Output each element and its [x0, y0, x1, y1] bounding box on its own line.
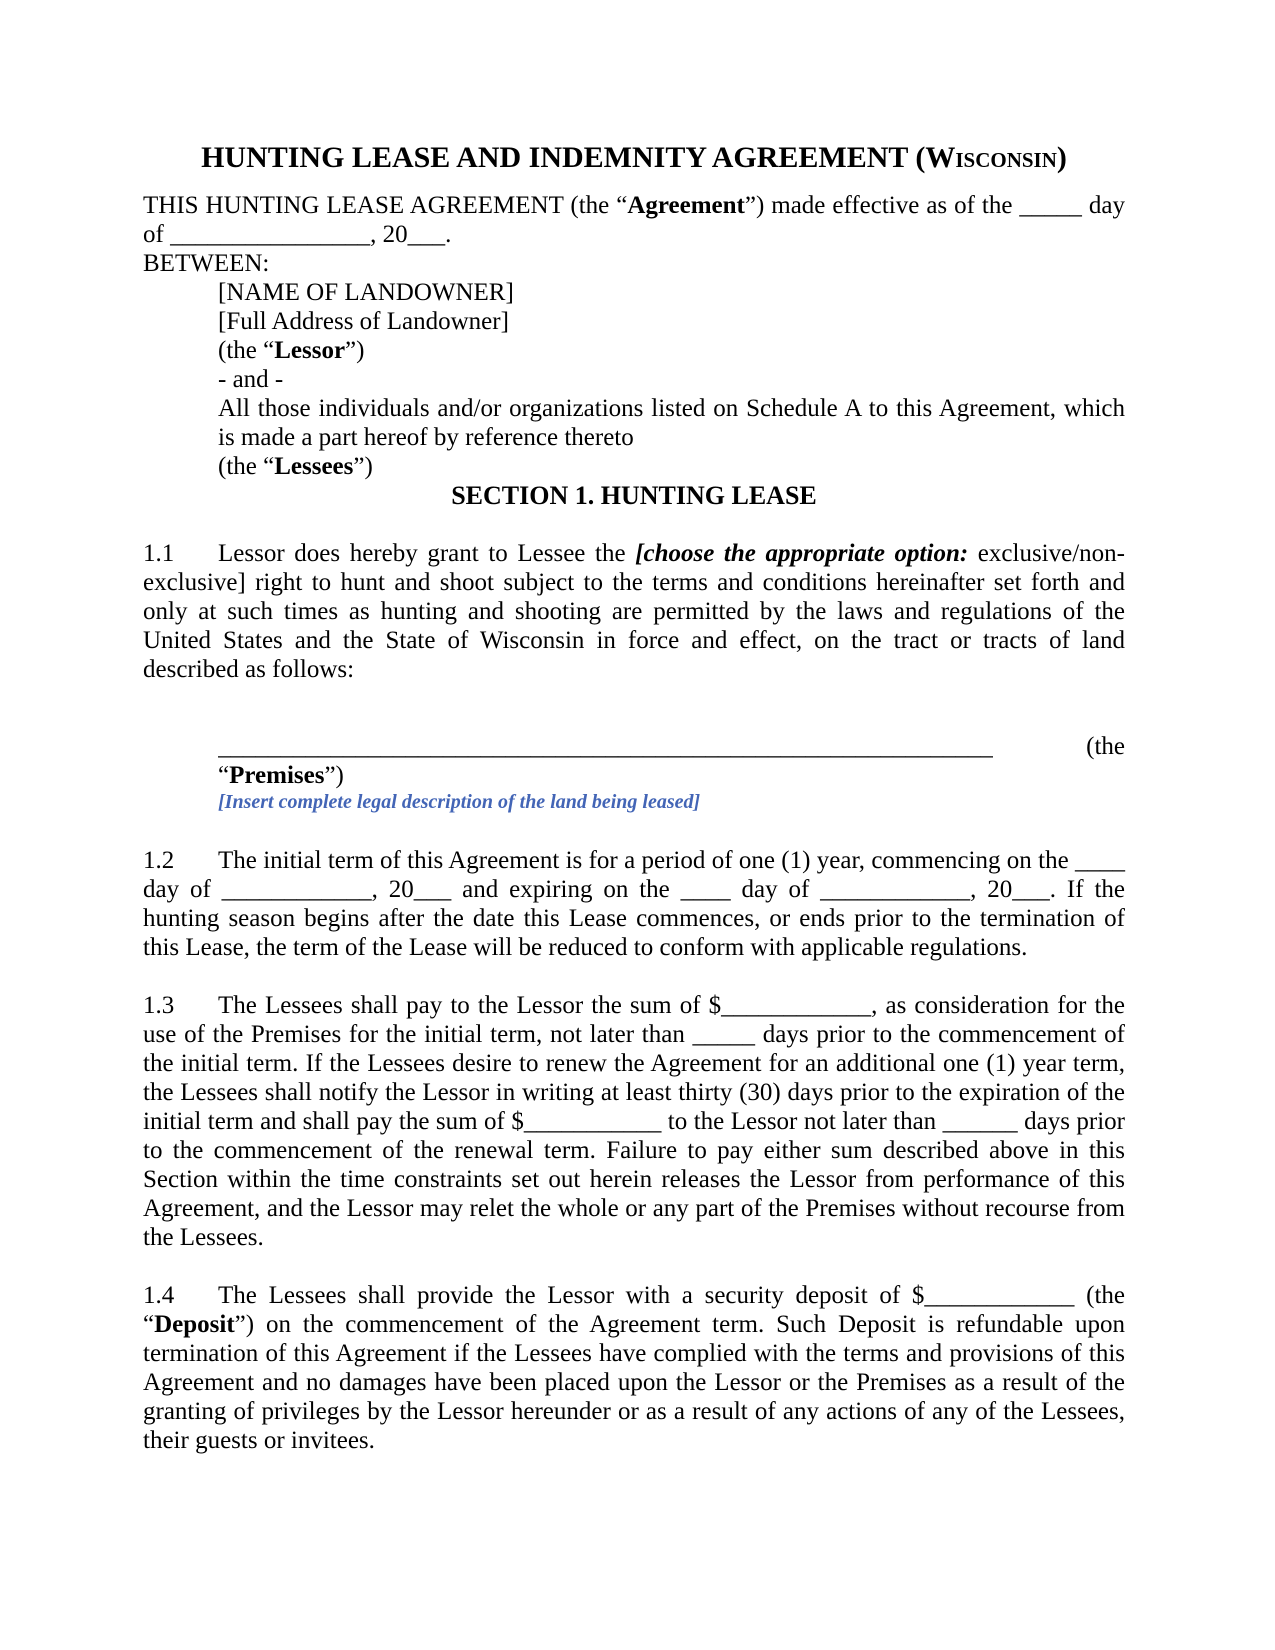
- paragraph-1-4: 1.4 The Lessees shall provide the Lessor with a security deposit of $____________ (the “Deposit”) on the commencement of the Agreement term. Such Deposit is refundable upon termination of this Agreement if the Lessees have complied with the terms and provisions of this Agreement and no damages have been placed upon the Lessor or the Premises as a result of the granting of privileges by the Lessor hereunder or as a result of any actions of any of the Lessees, their guests or invitees.: [143, 1282, 1125, 1454]
- landowner-address: [Full Address of Landowner]: [218, 308, 509, 335]
- section-1-heading: SECTION 1. HUNTING LEASE: [451, 481, 817, 510]
- landowner-name: [NAME OF LANDOWNER]: [218, 279, 514, 306]
- premises-label: “Premises”): [218, 762, 344, 789]
- paragraph-1-3: 1.3 The Lessees shall pay to the Lessor the sum of $____________, as consideration for the use of the Premises for the initial term, not later than _____ days prior to the commencement of the initial term. If the Lessees desire to renew the Agreement for an additional one (1) year term, the Lessees shall notify the Lessor in writing at least thirty (30) days prior to the expiration of the initial term and shall pay the sum of $___________ to the Lessor not later than ______ days prior to the commencement of the renewal term. Failure to pay either sum described above in this Section within the time constraints set out herein releases the Lessor from performance of this Agreement, and the Lessor may relet the whole or any part of the Premises without recourse from the Lessees.: [143, 992, 1125, 1251]
- premises-the-open: (the: [1086, 733, 1125, 760]
- premises-block: [143, 732, 1125, 815]
- between-label: BETWEEN:: [143, 250, 270, 277]
- premises-blank-row: [218, 732, 1125, 761]
- parties-block: [218, 278, 1125, 481]
- lessees-description: All those individuals and/or organizations listed on Schedule A to this Agreement, which is made a part hereof by reference thereto: [218, 395, 1125, 451]
- document-title-suffix: ): [1056, 141, 1067, 174]
- intro-paragraph: THIS HUNTING LEASE AGREEMENT (the “Agreement”) made effective as of the _____ day of ________________, 20___.: [143, 192, 1125, 248]
- paragraph-1-2: 1.2 The initial term of this Agreement is for a period of one (1) year, commencing on the ____ day of ____________, 20___ and expiring on the ____ day of ____________, 20___. If the hunting season begins after the date this Lease commences, or ends prior to the termination of this Lease, the term of the Lease will be reduced to conform with applicable regulations.: [143, 847, 1125, 961]
- legal-description-note: [Insert complete legal description of the land being leased]: [218, 791, 701, 813]
- document-title: [143, 140, 1125, 176]
- lessees-designation: (the “Lessees”): [218, 453, 373, 480]
- document-title-prefix: HUNTING LEASE AND INDEMNITY AGREEMENT (: [201, 141, 926, 174]
- document-title-state: Wisconsin: [925, 141, 1057, 174]
- premises-blank-line: ______________________________________________________________: [218, 733, 993, 760]
- lessor-designation: (the “Lessor”): [218, 337, 365, 364]
- paragraph-1-1: 1.1 Lessor does hereby grant to Lessee the [choose the appropriate option: exclusive/non-exclusive] right to hunt and shoot subject to the terms and conditions hereinafter set forth and only at such times as hunting and shooting are permitted by the laws and regulations of the United States and the State of Wisconsin in force and effect, on the tract or tracts of land described as follows:: [143, 540, 1125, 683]
- and-separator: - and -: [218, 366, 284, 393]
